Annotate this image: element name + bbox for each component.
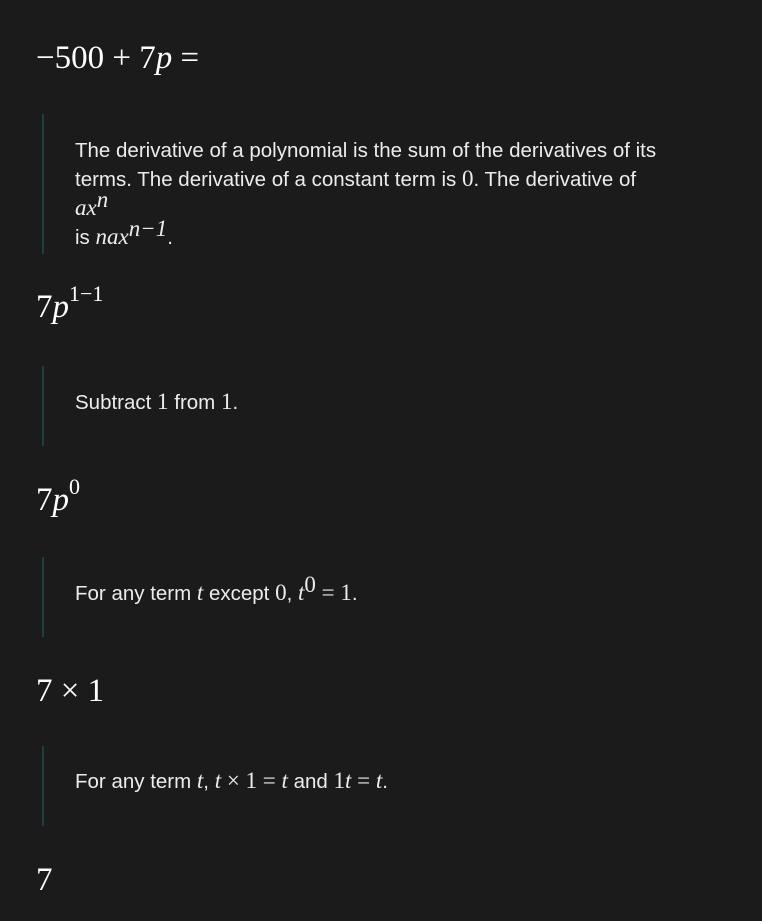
step-5-result: 7 — [36, 862, 53, 898]
note-1-line-1: The derivative of a polynomial is the sum of the derivatives of its — [75, 139, 657, 162]
math-step-1 — [36, 42, 199, 75]
step-2-coefficient: 7 — [36, 289, 53, 325]
math-step-3 — [36, 474, 80, 518]
step-2-exponent: 1−1 — [69, 281, 104, 306]
explanation-note-2: Subtract 1 from 1. — [42, 366, 672, 446]
math-step-2 — [36, 281, 104, 325]
step-1-lhs: −500 + 7 — [36, 40, 156, 76]
math-step-5 — [36, 864, 53, 897]
explanation-note-1 — [42, 114, 672, 254]
step-3-exponent: 0 — [69, 474, 80, 499]
note-1-line-3: is nax$^{n-1}$. — [75, 216, 173, 249]
step-1-variable: p — [155, 40, 173, 76]
note-1-line-2: terms. The derivative of a constant term is 0. The derivative of $ax^n$ — [75, 166, 637, 220]
math-step-4 — [36, 675, 104, 708]
step-3-coefficient: 7 — [36, 482, 53, 518]
step-1-equals: = — [172, 40, 200, 76]
explanation-note-3: For any term t except 0, $t^0 = 1$. — [42, 557, 672, 637]
step-4-expression: 7 × 1 — [36, 673, 105, 709]
step-3-variable: p — [52, 482, 69, 518]
explanation-note-4: For any term t, t × 1 = t and 1t = t. — [42, 746, 672, 826]
step-2-variable: p — [52, 289, 69, 325]
